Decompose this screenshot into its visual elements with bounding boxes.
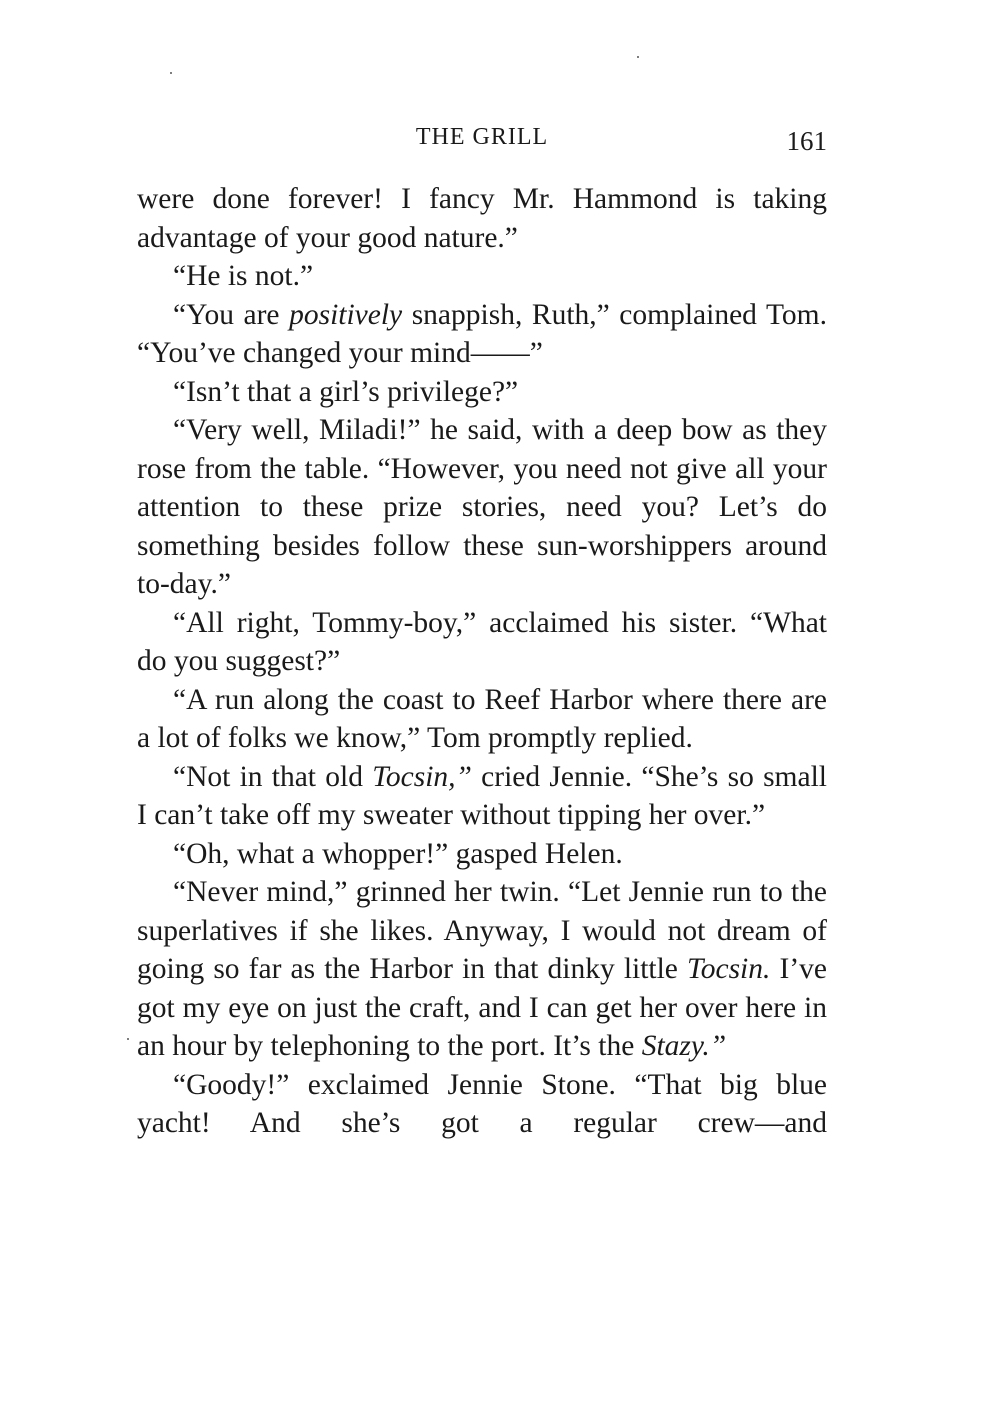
paragraph [137, 604, 827, 681]
text-run: “Goody!” exclaimed Jennie Stone. “That big blue yacht! And she’s got a regular crew—and [137, 1068, 827, 1139]
text-run: snappish, Ruth,” complained Tom. “You’ve changed your mind——” [137, 298, 827, 369]
text-run: “He is not.” [173, 260, 314, 292]
italic-text: positively [289, 298, 403, 331]
text-run: “You are [173, 298, 290, 331]
italic-text: Stazy.” [641, 1030, 727, 1062]
paragraph [137, 681, 827, 758]
italic-text: Tocsin,” [372, 760, 472, 793]
scan-speck [170, 72, 172, 74]
text-run: “Very well, Miladi!” he said, with a deep bow as they rose from the table. “However, you need not give all your attention to these prize stories, need you? Let’s do something besides follow these sun-worshippers around to-day.” [137, 414, 827, 600]
text-run: “Oh, what a whopper!” gasped Helen. [173, 837, 623, 870]
text-run: cried Jennie. “She’s so small I can’t take off my sweater without tipping her over.” [137, 760, 827, 831]
paragraph [137, 873, 827, 1066]
paragraph [137, 411, 827, 604]
scan-speck [637, 56, 639, 58]
text-run: “Isn’t that a girl’s privilege?” [173, 375, 519, 408]
page-header [137, 124, 827, 160]
page-number: 161 [786, 126, 827, 156]
text-run: “A run along the coast to Reef Harbor where there are a lot of folks we know,” Tom promptly replied. [137, 683, 827, 754]
scan-speck [127, 1038, 129, 1040]
paragraph [137, 296, 827, 373]
paragraph [137, 373, 827, 412]
paragraph [137, 835, 827, 874]
italic-text: Tocsin. [687, 953, 771, 985]
paragraph [137, 1066, 827, 1143]
paragraph [137, 257, 827, 296]
text-run: I’ve got my eye on just the craft, and I can get her over here in an hour by telephoning to the port. It’s the [137, 953, 827, 1062]
text-run: “Not in that old [173, 760, 373, 793]
text-run: “All right, Tommy-boy,” acclaimed his sister. “What do you suggest?” [137, 606, 827, 677]
paragraph [137, 758, 827, 835]
body-text [137, 180, 827, 1143]
running-title: THE GRILL [415, 124, 549, 150]
text-run: were done forever! I fancy Mr. Hammond is taking advantage of your good nature.” [137, 183, 827, 254]
paragraph [137, 180, 827, 257]
text-run: “Never mind,” grinned her twin. “Let Jennie run to the superlatives if she likes. Anyway, I would not dream of going so far as the Harbor in that dinky little [137, 876, 827, 985]
